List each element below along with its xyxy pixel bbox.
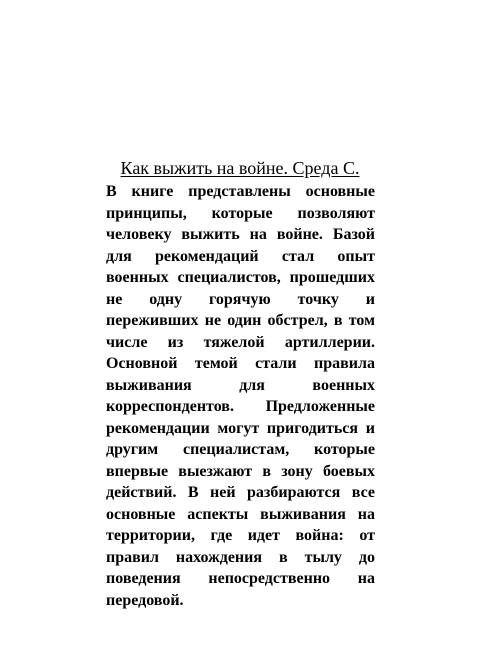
document-body: В книге представлены основные принципы, которые позволяют человеку выжить на войне. Базой для рекомендаций стал опыт военных специалистов, прошедших не одну горячую точку и переживших не один обстрел, в том числе из тяжелой артиллерии. Основной темой стали правила выживания для военных корреспондентов. Предложенные рекомендации могут пригодиться и другим специалистам, которые впервые выезжают в зону боевых действий. В ней разбираются все основные аспекты выживания на территории, где идет война: от правил нахождения в тылу до поведения непосредственно на передовой. <box>106 183 375 609</box>
document-title: Как выжить на войне. Среда С. <box>120 158 360 178</box>
